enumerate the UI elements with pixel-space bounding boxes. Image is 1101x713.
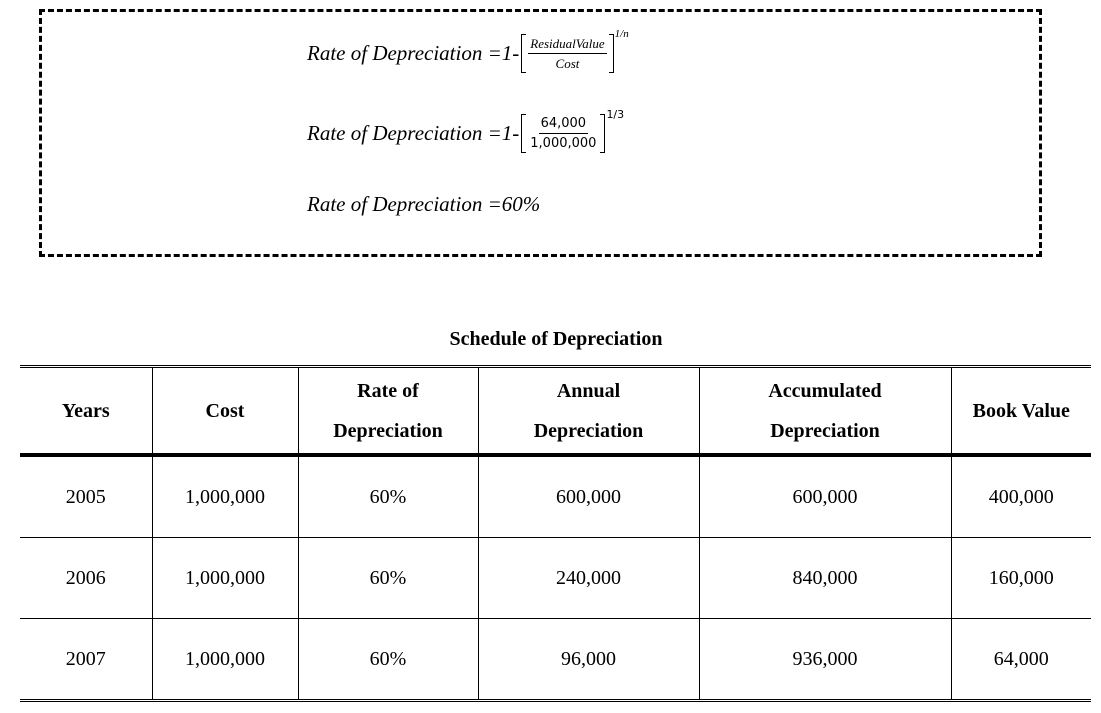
cell-rate: 60%: [298, 455, 478, 538]
cell-book-value: 400,000: [951, 455, 1091, 538]
cell-cost: 1,000,000: [152, 538, 298, 619]
cell-rate: 60%: [298, 619, 478, 701]
fraction-numerator: ResidualValue: [528, 37, 606, 54]
table-title: Schedule of Depreciation: [449, 328, 663, 350]
formula-lhs: Rate of Depreciation =1-: [307, 121, 520, 145]
cell-cost: 1,000,000: [152, 619, 298, 701]
formula-fraction: [526, 114, 600, 153]
cell-accumulated: 600,000: [699, 455, 951, 538]
formula-fraction: [526, 34, 608, 73]
header-rate: [298, 367, 478, 456]
rate-formula-general: [307, 28, 629, 73]
header-annual: [478, 367, 699, 456]
header-annual-line2: Depreciation: [533, 419, 644, 442]
cell-annual: 240,000: [478, 538, 699, 619]
header-rate-line2: Depreciation: [333, 419, 443, 442]
formula-exponent: 1/3: [606, 108, 625, 121]
fraction-denominator: 1,000,000: [530, 136, 597, 151]
fraction-numerator: 64,000: [539, 117, 589, 134]
table-header-row: [20, 367, 1091, 456]
header-accumulated: [699, 367, 951, 456]
cell-accumulated: 840,000: [699, 538, 951, 619]
cell-cost: 1,000,000: [152, 455, 298, 538]
table-row: [20, 619, 1091, 701]
header-book-value: Book Value: [951, 367, 1091, 456]
header-rate-line1: Rate of: [357, 379, 419, 402]
fraction-denominator: Cost: [555, 56, 580, 71]
cell-year: 2006: [20, 538, 152, 619]
cell-rate: 60%: [298, 538, 478, 619]
formula-box: [39, 9, 1042, 257]
formula-lhs: Rate of Depreciation =1-: [307, 41, 520, 65]
header-cost: Cost: [152, 367, 298, 456]
header-years: Years: [20, 367, 152, 456]
rate-formula-substituted: [307, 108, 625, 153]
cell-annual: 600,000: [478, 455, 699, 538]
cell-accumulated: 936,000: [699, 619, 951, 701]
formula-exponent: 1/n: [614, 28, 629, 40]
formula-bracket: [521, 34, 613, 73]
header-accumulated-line2: Depreciation: [770, 419, 880, 442]
table-row: [20, 455, 1091, 538]
rate-formula-result: [307, 192, 540, 217]
cell-year: 2007: [20, 619, 152, 701]
cell-book-value: 160,000: [951, 538, 1091, 619]
table-row: [20, 538, 1091, 619]
header-accumulated-line1: Accumulated: [768, 379, 882, 402]
cell-book-value: 64,000: [951, 619, 1091, 701]
cell-year: 2005: [20, 455, 152, 538]
formula-result-text: Rate of Depreciation =60%: [307, 192, 541, 216]
cell-annual: 96,000: [478, 619, 699, 701]
header-annual-line1: Annual: [556, 379, 621, 402]
depreciation-schedule-table: [20, 365, 1091, 702]
formula-bracket: [521, 114, 605, 153]
